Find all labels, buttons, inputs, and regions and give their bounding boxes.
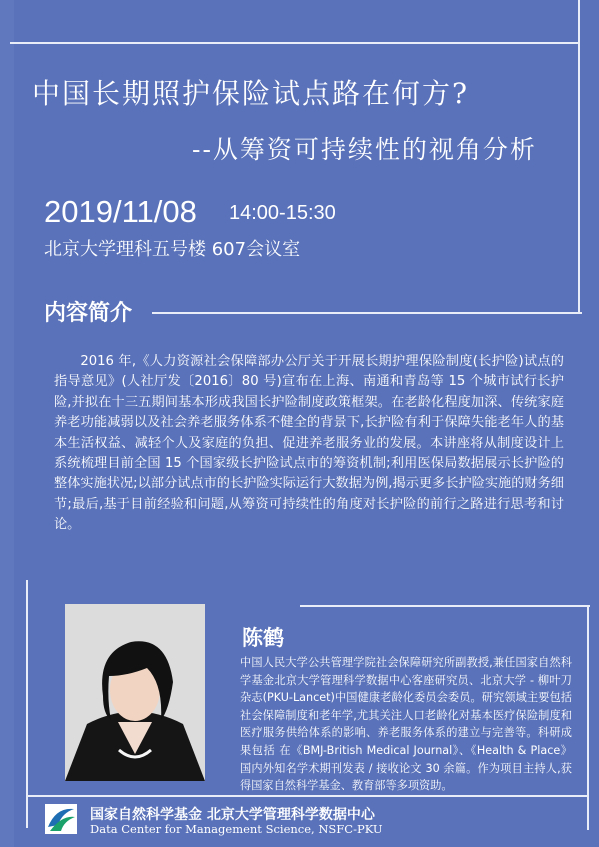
poster-title: 中国长期照护保险试点路在何方? [32, 77, 470, 110]
divider-footer [26, 795, 589, 797]
intro-paragraph: 2016 年,《人力资源社会保障部办公厅关于开展长期护理保险制度(长护险)试点的指导意见》(人社厅发〔2016〕80 号)宣布在上海、南通和青岛等 15 个城市试行长护险,并拟在十三五期间基本形成我国长护险制度政策框架。在老龄化程度加深、传统家庭养老功能减弱以及社会养老服务体系不健全的背景下,长护险有利于保障失能老年人的基本生活权益、减轻个人及家庭的负担、促进养老服务业的发展。本讲座将从制度设计上系统梳理目前全国 15 个国家级长护险试点市的筹资机制;利用医保局数据展示长护险的整体实施状况;以部分试点市的长护险实际运行大数据为例,揭示更多长护险实施的财务细节;最后,基于目前经验和问题,从筹资可持续性的角度对长护险的前行之路进行思考和讨论。 [54, 354, 564, 533]
event-time: 14:00-15:30 [229, 202, 336, 224]
poster-left-edge [0, 0, 14, 847]
nsfc-logo-icon [44, 803, 78, 835]
speaker-name: 陈鹤 [242, 626, 284, 650]
speaker-portrait-image [65, 604, 205, 781]
divider-bio [300, 605, 590, 607]
intro-heading: 内容简介 [44, 301, 133, 326]
event-date: 2019/11/08 [44, 194, 197, 229]
divider-top [10, 42, 580, 44]
poster-subtitle: --从筹资可持续性的视角分析 [192, 135, 537, 164]
divider-right-top [578, 0, 580, 312]
divider-section [152, 312, 582, 314]
speaker-bio: 中国人民大学公共管理学院社会保障研究所副教授,兼任国家自然科学基金北京大学管理科学数据中心客座研究员、北京大学 - 柳叶刀杂志(PKU-Lancet)中国健康老龄化委员会委员。研究领域主要包括社会保障制度和老年学,尤其关注人口老龄化对基本医疗保险制度和医疗服务供给体系的影响、养老服务体系的建立与完善等。科研成果包括 在《BMJ-British Medical Journal》、《Health & Place》国内外知名学术期刊发表 / 接收论文 30 余篇。作为项目主持人,获得国家自然科学基金、教育部等多项资助。 [240, 656, 572, 793]
divider-left-bottom [26, 580, 28, 828]
event-location: 北京大学理科五号楼 607会议室 [44, 239, 301, 260]
footer-org-en: Data Center for Management Science, NSFC-PKU [90, 822, 383, 836]
speaker-photo [65, 604, 205, 781]
footer-org-cn: 国家自然科学基金 北京大学管理科学数据中心 [90, 807, 375, 823]
divider-right-bottom [587, 605, 589, 830]
